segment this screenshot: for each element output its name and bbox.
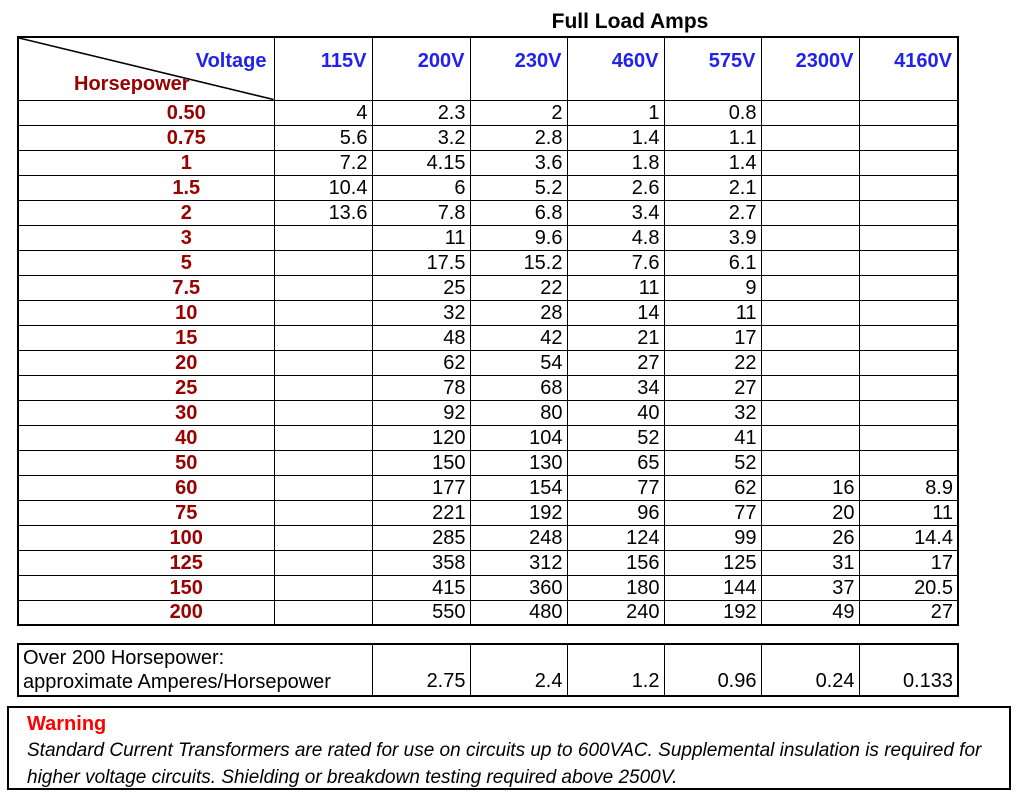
amps-cell: 77 bbox=[664, 500, 761, 525]
amps-cell: 26 bbox=[761, 525, 859, 550]
table-row bbox=[18, 275, 958, 300]
amps-cell bbox=[859, 225, 958, 250]
column-header-115v: 115V bbox=[274, 37, 372, 100]
amps-cell: 20 bbox=[761, 500, 859, 525]
horsepower-cell: 150 bbox=[18, 575, 274, 600]
amps-cell: 52 bbox=[664, 450, 761, 475]
amps-cell bbox=[761, 450, 859, 475]
amps-cell bbox=[761, 250, 859, 275]
horsepower-cell: 30 bbox=[18, 400, 274, 425]
amps-cell: 480 bbox=[470, 600, 567, 625]
amps-cell bbox=[761, 300, 859, 325]
amps-cell: 31 bbox=[761, 550, 859, 575]
amps-cell: 48 bbox=[372, 325, 470, 350]
amps-cell: 17 bbox=[859, 550, 958, 575]
amps-cell bbox=[859, 350, 958, 375]
amps-cell: 49 bbox=[761, 600, 859, 625]
amps-per-hp-460v: 1.2 bbox=[567, 644, 664, 696]
full-load-amps-table bbox=[17, 36, 959, 626]
amps-cell: 7.8 bbox=[372, 200, 470, 225]
amps-cell: 240 bbox=[567, 600, 664, 625]
corner-cell bbox=[18, 37, 274, 100]
amps-cell: 99 bbox=[664, 525, 761, 550]
amps-cell: 550 bbox=[372, 600, 470, 625]
amps-cell: 180 bbox=[567, 575, 664, 600]
amps-cell bbox=[859, 175, 958, 200]
amps-cell: 154 bbox=[470, 475, 567, 500]
amps-cell: 415 bbox=[372, 575, 470, 600]
amps-cell bbox=[859, 275, 958, 300]
amps-cell: 11 bbox=[664, 300, 761, 325]
amps-cell bbox=[761, 100, 859, 125]
amps-cell: 144 bbox=[664, 575, 761, 600]
amps-cell: 312 bbox=[470, 550, 567, 575]
amps-cell bbox=[859, 250, 958, 275]
amps-cell: 27 bbox=[567, 350, 664, 375]
over-200hp-row bbox=[18, 644, 958, 696]
amps-cell: 4.15 bbox=[372, 150, 470, 175]
amps-cell bbox=[859, 100, 958, 125]
amps-cell: 17 bbox=[664, 325, 761, 350]
warning-box bbox=[7, 706, 1011, 790]
amps-cell: 13.6 bbox=[274, 200, 372, 225]
horsepower-cell: 100 bbox=[18, 525, 274, 550]
amps-cell bbox=[274, 425, 372, 450]
horsepower-cell: 3 bbox=[18, 225, 274, 250]
amps-cell: 2.8 bbox=[470, 125, 567, 150]
column-header-575v: 575V bbox=[664, 37, 761, 100]
amps-cell bbox=[274, 375, 372, 400]
amps-cell bbox=[859, 450, 958, 475]
horsepower-cell: 1.5 bbox=[18, 175, 274, 200]
amps-cell bbox=[859, 375, 958, 400]
amps-cell: 7.2 bbox=[274, 150, 372, 175]
amps-cell bbox=[274, 225, 372, 250]
amps-cell bbox=[761, 400, 859, 425]
amps-cell: 5.6 bbox=[274, 125, 372, 150]
horsepower-cell: 40 bbox=[18, 425, 274, 450]
amps-cell bbox=[274, 250, 372, 275]
amps-cell: 6 bbox=[372, 175, 470, 200]
amps-cell: 192 bbox=[664, 600, 761, 625]
amps-cell: 1.1 bbox=[664, 125, 761, 150]
amps-cell: 4.8 bbox=[567, 225, 664, 250]
amps-cell bbox=[859, 325, 958, 350]
table-row bbox=[18, 350, 958, 375]
horsepower-cell: 20 bbox=[18, 350, 274, 375]
amps-cell: 156 bbox=[567, 550, 664, 575]
amps-cell: 27 bbox=[664, 375, 761, 400]
amps-cell: 5.2 bbox=[470, 175, 567, 200]
amps-cell: 4 bbox=[274, 100, 372, 125]
amps-per-hp-2300v: 0.24 bbox=[761, 644, 859, 696]
amps-per-hp-200v: 2.75 bbox=[372, 644, 470, 696]
amps-cell: 3.4 bbox=[567, 200, 664, 225]
horsepower-cell: 200 bbox=[18, 600, 274, 625]
horsepower-cell: 1 bbox=[18, 150, 274, 175]
amps-cell: 21 bbox=[567, 325, 664, 350]
amps-cell: 11 bbox=[372, 225, 470, 250]
header-row bbox=[18, 37, 958, 100]
amps-cell: 7.6 bbox=[567, 250, 664, 275]
amps-cell: 40 bbox=[567, 400, 664, 425]
horsepower-cell: 25 bbox=[18, 375, 274, 400]
over-200hp-label-line1: Over 200 Horsepower: bbox=[23, 647, 225, 669]
amps-cell: 54 bbox=[470, 350, 567, 375]
amps-cell: 150 bbox=[372, 450, 470, 475]
amps-cell: 221 bbox=[372, 500, 470, 525]
amps-cell: 77 bbox=[567, 475, 664, 500]
table-row bbox=[18, 225, 958, 250]
amps-cell: 2.7 bbox=[664, 200, 761, 225]
amps-cell: 78 bbox=[372, 375, 470, 400]
amps-cell bbox=[274, 550, 372, 575]
amps-cell: 62 bbox=[664, 475, 761, 500]
amps-cell: 62 bbox=[372, 350, 470, 375]
table-row bbox=[18, 300, 958, 325]
amps-cell bbox=[274, 600, 372, 625]
amps-cell bbox=[761, 200, 859, 225]
amps-cell: 22 bbox=[470, 275, 567, 300]
amps-cell bbox=[761, 150, 859, 175]
amps-cell: 8.9 bbox=[859, 475, 958, 500]
amps-cell bbox=[274, 325, 372, 350]
table-row bbox=[18, 500, 958, 525]
amps-cell bbox=[761, 425, 859, 450]
amps-cell: 28 bbox=[470, 300, 567, 325]
horsepower-cell: 60 bbox=[18, 475, 274, 500]
column-header-200v: 200V bbox=[372, 37, 470, 100]
amps-cell: 15.2 bbox=[470, 250, 567, 275]
amps-cell: 124 bbox=[567, 525, 664, 550]
voltage-axis-label: Voltage bbox=[195, 50, 267, 72]
amps-cell: 65 bbox=[567, 450, 664, 475]
amps-cell bbox=[274, 400, 372, 425]
amps-cell: 177 bbox=[372, 475, 470, 500]
amps-cell bbox=[859, 425, 958, 450]
amps-cell bbox=[274, 450, 372, 475]
amps-cell: 11 bbox=[567, 275, 664, 300]
amps-cell: 1.4 bbox=[567, 125, 664, 150]
amps-cell bbox=[274, 300, 372, 325]
horsepower-cell: 10 bbox=[18, 300, 274, 325]
amps-cell: 285 bbox=[372, 525, 470, 550]
amps-cell: 17.5 bbox=[372, 250, 470, 275]
amps-cell: 9.6 bbox=[470, 225, 567, 250]
amps-cell: 3.9 bbox=[664, 225, 761, 250]
amps-cell bbox=[274, 350, 372, 375]
amps-per-hp-575v: 0.96 bbox=[664, 644, 761, 696]
column-header-4160v: 4160V bbox=[859, 37, 958, 100]
amps-cell: 6.8 bbox=[470, 200, 567, 225]
amps-cell bbox=[761, 175, 859, 200]
horsepower-cell: 75 bbox=[18, 500, 274, 525]
table-row bbox=[18, 375, 958, 400]
amps-cell: 27 bbox=[859, 600, 958, 625]
amps-cell bbox=[274, 500, 372, 525]
amps-cell: 3.2 bbox=[372, 125, 470, 150]
amps-cell: 96 bbox=[567, 500, 664, 525]
table-row bbox=[18, 525, 958, 550]
horsepower-cell: 5 bbox=[18, 250, 274, 275]
amps-cell: 11 bbox=[859, 500, 958, 525]
amps-cell: 41 bbox=[664, 425, 761, 450]
amps-cell bbox=[859, 200, 958, 225]
amps-cell: 9 bbox=[664, 275, 761, 300]
table-row bbox=[18, 575, 958, 600]
amps-cell: 1 bbox=[567, 100, 664, 125]
table-row bbox=[18, 100, 958, 125]
amps-cell: 25 bbox=[372, 275, 470, 300]
amps-per-hp-230v: 2.4 bbox=[470, 644, 567, 696]
amps-cell: 192 bbox=[470, 500, 567, 525]
column-header-230v: 230V bbox=[470, 37, 567, 100]
amps-cell: 32 bbox=[372, 300, 470, 325]
amps-cell: 68 bbox=[470, 375, 567, 400]
amps-cell: 42 bbox=[470, 325, 567, 350]
amps-cell bbox=[761, 350, 859, 375]
amps-cell: 20.5 bbox=[859, 575, 958, 600]
warning-title: Warning bbox=[27, 713, 107, 735]
amps-cell: 1.4 bbox=[664, 150, 761, 175]
column-header-2300v: 2300V bbox=[761, 37, 859, 100]
table-row bbox=[18, 150, 958, 175]
amps-cell bbox=[761, 375, 859, 400]
over-200hp-table bbox=[17, 643, 959, 697]
table-row bbox=[18, 125, 958, 150]
horsepower-axis-label: Horsepower bbox=[74, 72, 190, 95]
amps-cell: 358 bbox=[372, 550, 470, 575]
amps-cell: 360 bbox=[470, 575, 567, 600]
horsepower-cell: 50 bbox=[18, 450, 274, 475]
amps-cell: 80 bbox=[470, 400, 567, 425]
table-row bbox=[18, 550, 958, 575]
amps-cell: 22 bbox=[664, 350, 761, 375]
amps-cell: 104 bbox=[470, 425, 567, 450]
table-row bbox=[18, 250, 958, 275]
horsepower-cell: 0.50 bbox=[18, 100, 274, 125]
amps-cell: 34 bbox=[567, 375, 664, 400]
horsepower-cell: 2 bbox=[18, 200, 274, 225]
amps-cell bbox=[761, 275, 859, 300]
column-header-460v: 460V bbox=[567, 37, 664, 100]
amps-cell: 52 bbox=[567, 425, 664, 450]
amps-cell: 37 bbox=[761, 575, 859, 600]
amps-cell bbox=[761, 325, 859, 350]
amps-cell: 120 bbox=[372, 425, 470, 450]
amps-cell bbox=[859, 400, 958, 425]
amps-cell: 130 bbox=[470, 450, 567, 475]
table-row bbox=[18, 175, 958, 200]
amps-cell: 2.1 bbox=[664, 175, 761, 200]
amps-cell bbox=[761, 225, 859, 250]
amps-cell bbox=[274, 275, 372, 300]
amps-cell: 0.8 bbox=[664, 100, 761, 125]
amps-cell: 125 bbox=[664, 550, 761, 575]
horsepower-cell: 7.5 bbox=[18, 275, 274, 300]
page-title: Full Load Amps bbox=[551, 10, 709, 33]
over-200hp-label-cell bbox=[18, 644, 372, 696]
amps-cell: 2.6 bbox=[567, 175, 664, 200]
amps-cell: 14.4 bbox=[859, 525, 958, 550]
over-200hp-label-line2: approximate Amperes/Horsepower bbox=[23, 671, 331, 693]
amps-cell bbox=[859, 150, 958, 175]
amps-cell: 10.4 bbox=[274, 175, 372, 200]
table-row bbox=[18, 200, 958, 225]
amps-per-hp-4160v: 0.133 bbox=[859, 644, 958, 696]
amps-cell: 6.1 bbox=[664, 250, 761, 275]
table-row bbox=[18, 400, 958, 425]
amps-cell: 14 bbox=[567, 300, 664, 325]
horsepower-cell: 0.75 bbox=[18, 125, 274, 150]
horsepower-cell: 125 bbox=[18, 550, 274, 575]
table-row bbox=[18, 425, 958, 450]
warning-text: Standard Current Transformers are rated for use on circuits up to 600VAC. Supplemental insulation is required for higher voltage circuits. Shielding or breakdown testing required above 2500V. bbox=[27, 740, 982, 788]
table-row bbox=[18, 325, 958, 350]
fla-table-body bbox=[18, 100, 958, 625]
amps-cell: 1.8 bbox=[567, 150, 664, 175]
amps-cell bbox=[274, 525, 372, 550]
amps-cell: 32 bbox=[664, 400, 761, 425]
amps-cell: 16 bbox=[761, 475, 859, 500]
amps-cell: 2 bbox=[470, 100, 567, 125]
amps-cell bbox=[274, 575, 372, 600]
amps-cell: 3.6 bbox=[470, 150, 567, 175]
table-row bbox=[18, 450, 958, 475]
amps-cell bbox=[859, 125, 958, 150]
amps-cell: 92 bbox=[372, 400, 470, 425]
amps-cell: 248 bbox=[470, 525, 567, 550]
table-row bbox=[18, 600, 958, 625]
amps-cell bbox=[761, 125, 859, 150]
amps-cell: 2.3 bbox=[372, 100, 470, 125]
table-row bbox=[18, 475, 958, 500]
horsepower-cell: 15 bbox=[18, 325, 274, 350]
amps-cell bbox=[859, 300, 958, 325]
amps-cell bbox=[274, 475, 372, 500]
